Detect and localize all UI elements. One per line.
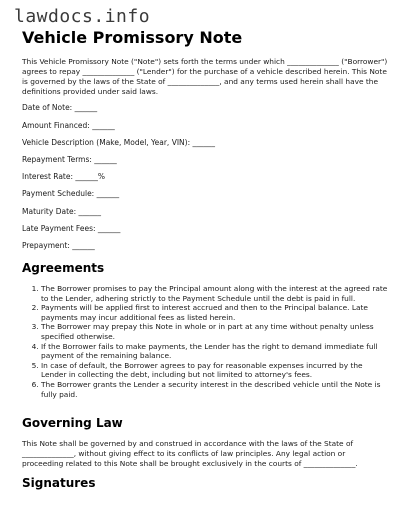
field-repayment-terms: Repayment Terms: ______ bbox=[22, 155, 117, 164]
list-item: 5. In case of default, the Borrower agrees to pay for reasonable expenses incurred by the Lender in collecting the debt, including but not limited to attorney's fees. bbox=[41, 361, 388, 380]
agreements-list bbox=[22, 284, 388, 399]
list-item: 4. If the Borrower fails to make payments, the Lender has the right to demand immediate full payment of the remaining balance. bbox=[41, 342, 388, 361]
signatures-heading: Signatures bbox=[22, 476, 96, 490]
field-amount-financed: Amount Financed: ______ bbox=[22, 121, 115, 130]
field-date-of-note: Date of Note: ______ bbox=[22, 103, 98, 112]
list-item: 6. The Borrower grants the Lender a security interest in the described vehicle until the Note is fully paid. bbox=[41, 380, 388, 399]
field-late-payment-fees: Late Payment Fees: ______ bbox=[22, 224, 121, 233]
intro-paragraph: This Vehicle Promissory Note ("Note") sets forth the terms under which ______________ ("Borrower") agrees to repay ______________ ("Lender") for the purchase of a vehicle described herein. This Note is governed by the laws of the State of ______________, and any terms used herein shall have the definitions provided under said laws. bbox=[22, 57, 388, 96]
list-item: 3. The Borrower may prepay this Note in whole or in part at any time without penalty unless specified otherwise. bbox=[41, 322, 388, 341]
agreements-heading: Agreements bbox=[22, 261, 105, 275]
governing-law-paragraph: This Note shall be governed by and construed in accordance with the laws of the State of ______________, without giving effect to its conflicts of law principles. Any legal action or proceeding related to this Note shall be brought exclusively in the courts of ______________. bbox=[22, 439, 358, 468]
field-vehicle-description: Vehicle Description (Make, Model, Year, VIN): ______ bbox=[22, 138, 215, 147]
site-logo[interactable]: lawdocs.info bbox=[14, 6, 151, 27]
field-maturity-date: Maturity Date: ______ bbox=[22, 207, 102, 216]
field-payment-schedule: Payment Schedule: ______ bbox=[22, 189, 120, 198]
governing-law-heading: Governing Law bbox=[22, 416, 123, 430]
list-item: 1. The Borrower promises to pay the Principal amount along with the interest at the agreed rate to the Lender, adhering strictly to the Payment Schedule until the debt is paid in full. bbox=[41, 284, 388, 303]
field-interest-rate: Interest Rate: ______% bbox=[22, 172, 106, 181]
page-title: Vehicle Promissory Note bbox=[22, 28, 243, 47]
list-item: 2. Payments will be applied first to interest accrued and then to the Principal balance. Late payments may incur additional fees as listed herein. bbox=[41, 303, 388, 322]
field-prepayment: Prepayment: ______ bbox=[22, 241, 95, 250]
